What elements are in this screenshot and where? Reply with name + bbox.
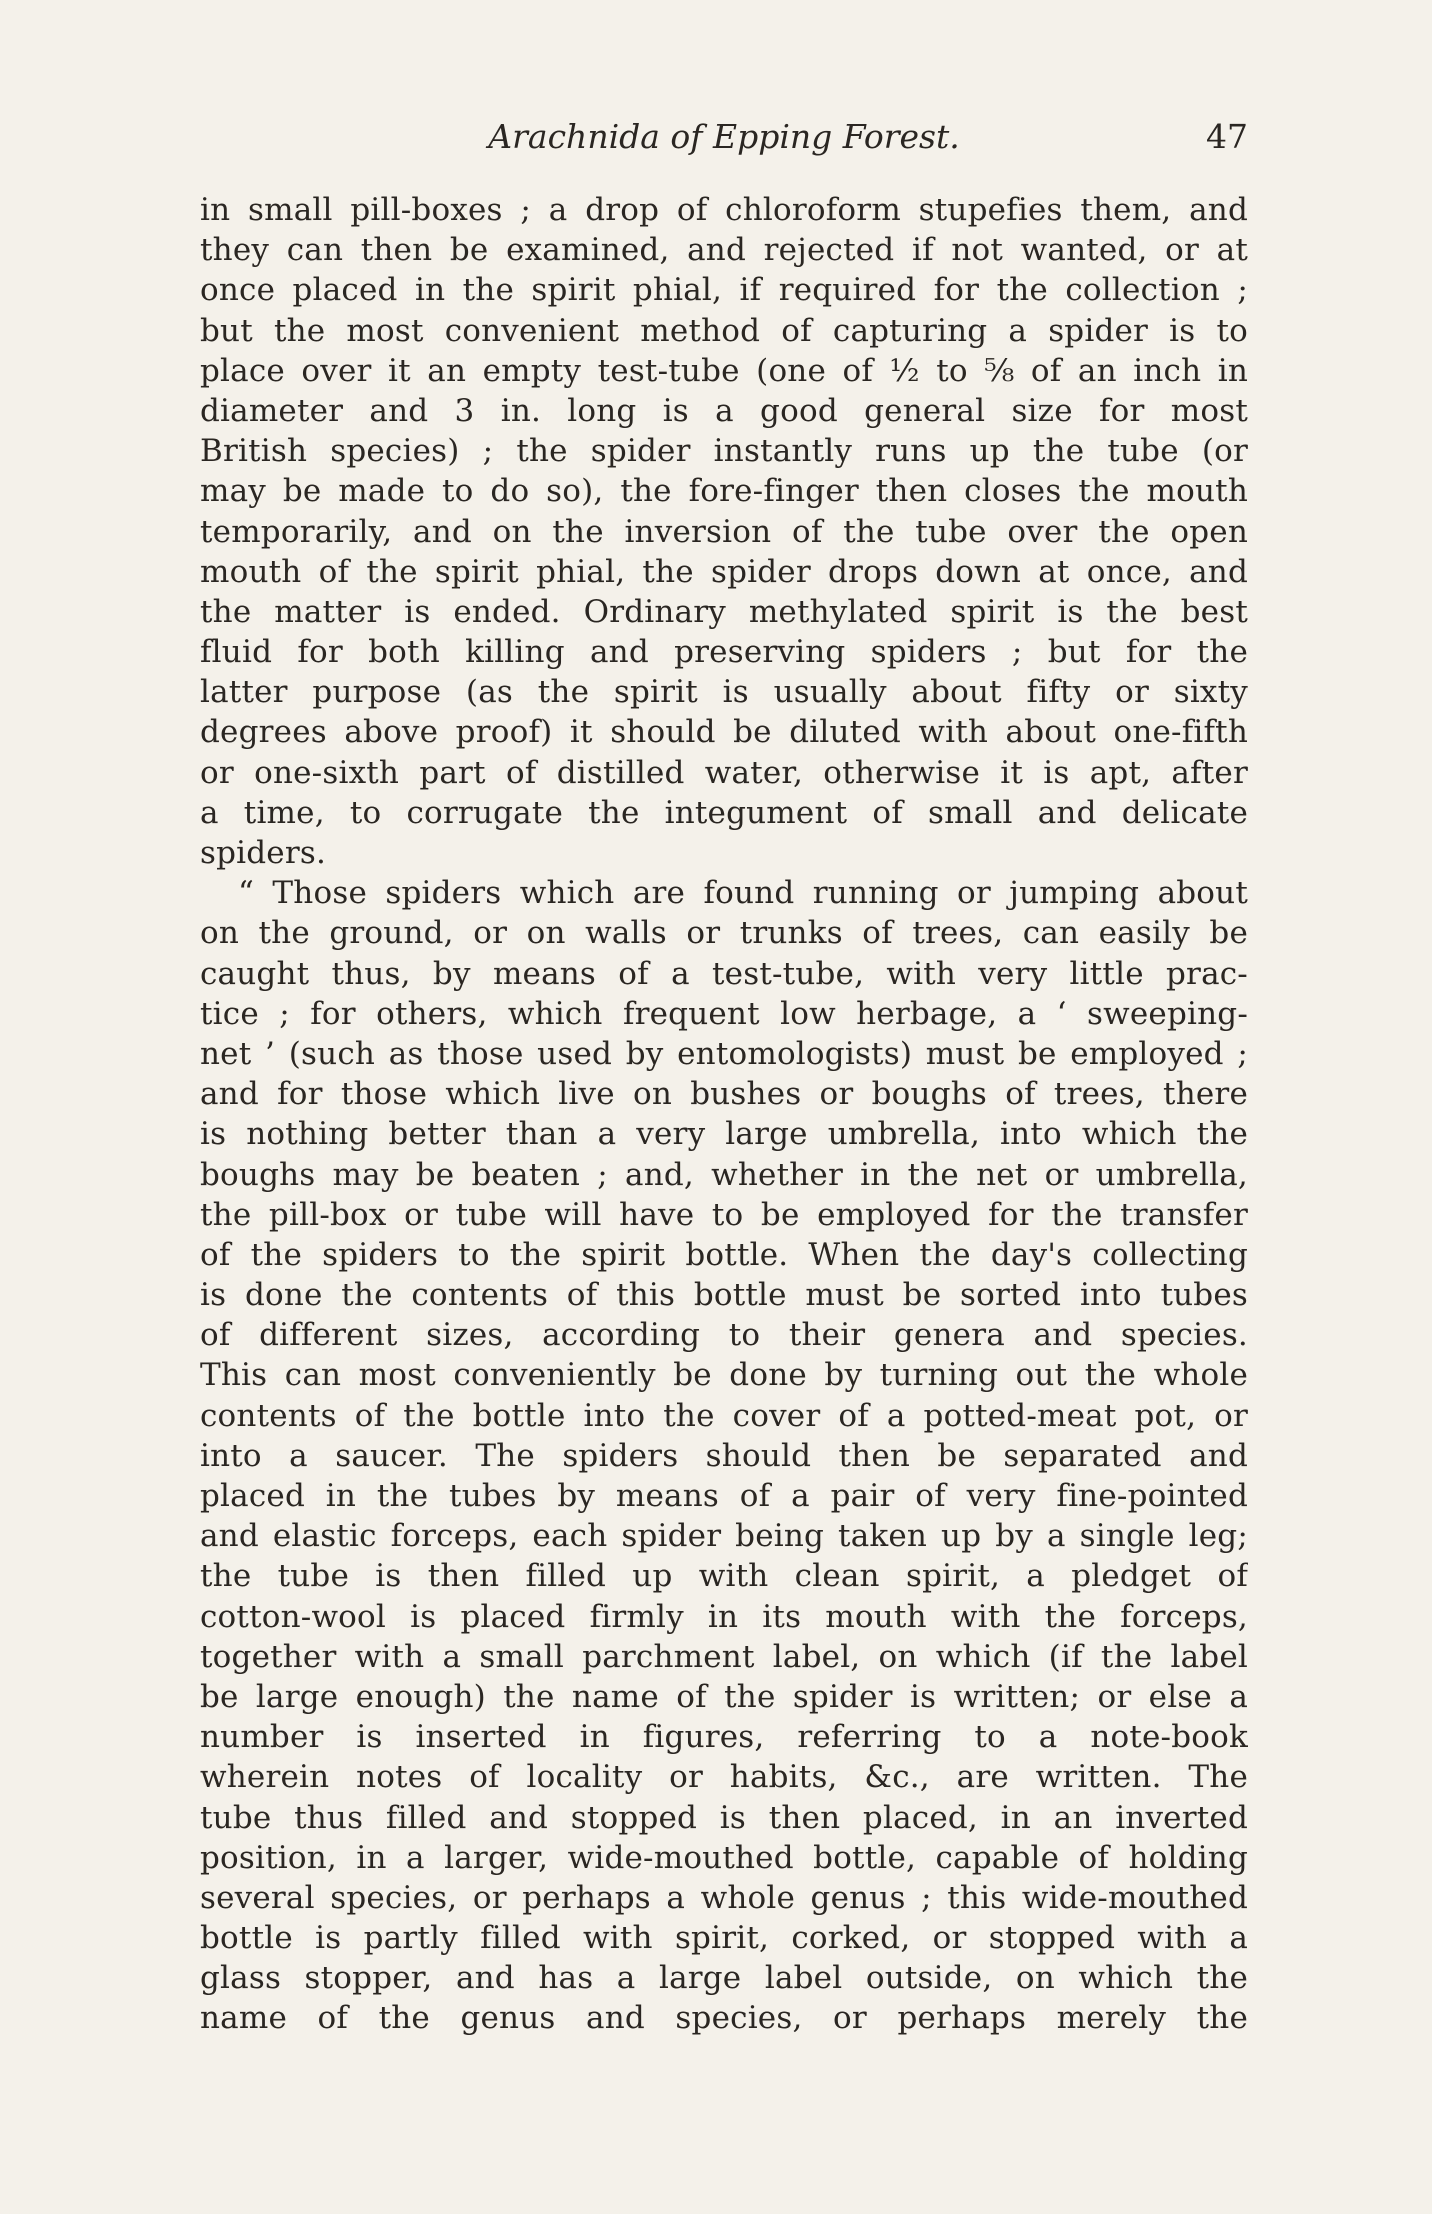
text-line: contents of the bottle into the cover of a potted-meat pot, or xyxy=(200,1397,1248,1434)
page-header xyxy=(200,112,1248,162)
text-line: placed in the tubes by means of a pair of very fine-pointed xyxy=(200,1478,1248,1514)
text-line: diameter and 3 in. long is a good general size for most xyxy=(200,392,1248,429)
text-line: once placed in the spirit phial, if required for the collection ; xyxy=(200,272,1248,309)
text-line: cotton-wool is placed firmly in its mouth with the forceps, xyxy=(200,1598,1248,1635)
text-line: net ’ (such as those used by entomologists) must be employed ; xyxy=(200,1035,1248,1072)
text-line: they can then be examined, and rejected if not wanted, or at xyxy=(200,232,1248,269)
text-line: on the ground, or on walls or trunks of trees, can easily be xyxy=(200,915,1248,952)
text-line: mouth of the spirit phial, the spider drops down at once, and xyxy=(200,553,1248,590)
text-line: of different sizes, according to their genera and species. xyxy=(200,1317,1248,1354)
text-line: into a saucer. The spiders should then be separated and xyxy=(200,1437,1248,1474)
text-line: glass stopper, and has a large label outside, on which the xyxy=(200,1960,1248,1997)
text-line: and elastic forceps, each spider being taken up by a single leg; xyxy=(200,1518,1248,1555)
text-line: tice ; for others, which frequent low herbage, a ‘ sweeping- xyxy=(200,995,1248,1032)
text-line: degrees above proof) it should be diluted with about one-fifth xyxy=(200,714,1248,751)
text-line: may be made to do so), the fore-finger then closes the mouth xyxy=(200,473,1248,510)
text-line: the tube is then filled up with clean spirit, a pledget of xyxy=(200,1558,1248,1595)
text-line: in small pill-boxes ; a drop of chloroform stupefies them, and xyxy=(200,192,1248,228)
paragraph-end-line: spiders. xyxy=(200,835,327,871)
text-line: or one-sixth part of distilled water, otherwise it is apt, after xyxy=(200,754,1248,791)
text-line: is nothing better than a very large umbrella, into which the xyxy=(200,1116,1248,1153)
page-number: 47 xyxy=(1206,117,1248,156)
text-line: fluid for both killing and preserving spiders ; but for the xyxy=(200,634,1248,671)
text-line: bottle is partly filled with spirit, corked, or stopped with a xyxy=(200,1920,1248,1957)
paragraph-start-line: “ Those spiders which are found running or jumping about xyxy=(238,875,1248,912)
text-line: several species, or perhaps a whole genus ; this wide-mouthed xyxy=(200,1879,1248,1916)
text-line: is done the contents of this bottle must be sorted into tubes xyxy=(200,1277,1248,1314)
text-line: be large enough) the name of the spider is written; or else a xyxy=(200,1678,1248,1715)
text-line: together with a small parchment label, on which (if the label xyxy=(200,1638,1248,1675)
text-line: the pill-box or tube will have to be employed for the transfer xyxy=(200,1196,1248,1233)
text-line: This can most conveniently be done by turning out the whole xyxy=(200,1357,1248,1394)
text-line: and for those which live on bushes or boughs of trees, there xyxy=(200,1076,1248,1113)
running-title: Arachnida of Epping Forest. xyxy=(488,117,960,156)
text-line: the matter is ended. Ordinary methylated spirit is the best xyxy=(200,593,1248,630)
body-text xyxy=(200,190,1248,2039)
text-line: place over it an empty test-tube (one of ½ to ⅝ of an inch in xyxy=(200,352,1248,389)
text-line: temporarily, and on the inversion of the tube over the open xyxy=(200,513,1248,550)
text-line: latter purpose (as the spirit is usually about fifty or sixty xyxy=(200,674,1248,711)
text-line: name of the genus and species, or perhaps merely the xyxy=(200,2000,1248,2037)
text-line: a time, to corrugate the integument of small and delicate xyxy=(200,794,1248,831)
text-line: boughs may be beaten ; and, whether in the net or umbrella, xyxy=(200,1156,1248,1193)
text-line: British species) ; the spider instantly runs up the tube (or xyxy=(200,433,1248,470)
text-line: number is inserted in figures, referring to a note-book xyxy=(200,1719,1248,1756)
text-line: tube thus filled and stopped is then placed, in an inverted xyxy=(200,1799,1248,1836)
text-line: caught thus, by means of a test-tube, with very little prac- xyxy=(200,955,1248,992)
text-line: position, in a larger, wide-mouthed bottle, capable of holding xyxy=(200,1839,1248,1876)
text-line: but the most convenient method of capturing a spider is to xyxy=(200,312,1248,349)
text-line: of the spiders to the spirit bottle. When the day's collecting xyxy=(200,1236,1248,1273)
text-line: wherein notes of locality or habits, &c., are written. The xyxy=(200,1759,1248,1796)
